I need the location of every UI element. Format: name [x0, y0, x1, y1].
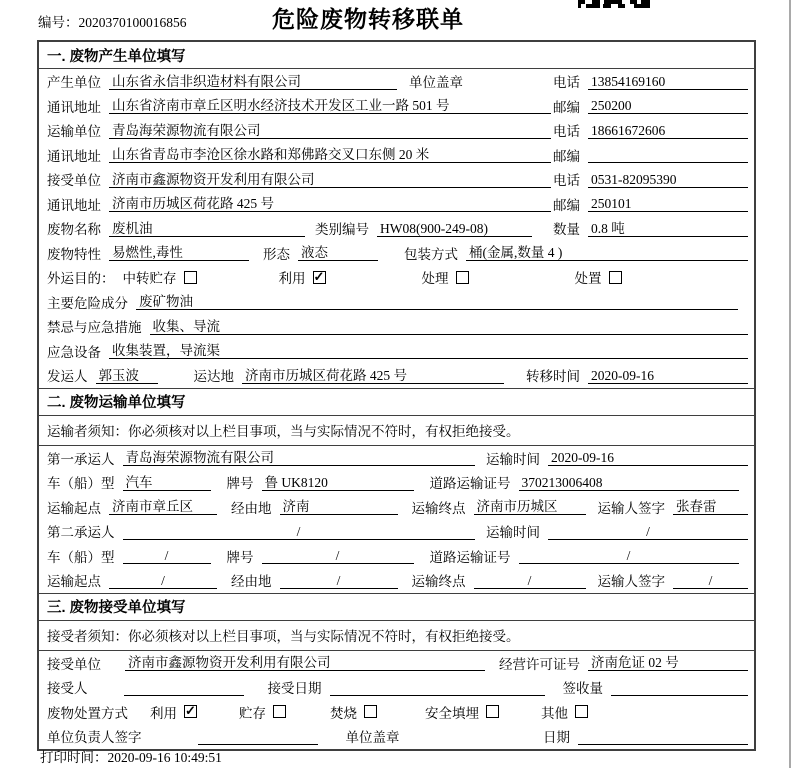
receiver-phone-label: 电话: [553, 173, 580, 189]
row-producer: [39, 69, 754, 94]
transporter-phone-value: 18661672606: [588, 122, 748, 139]
waste-character-value: 易燃性,毒性: [109, 244, 249, 261]
acceptor-value: [124, 679, 244, 696]
page-title: 危险废物转移联单: [272, 6, 464, 32]
first-carrier-label: 第一承运人: [47, 451, 115, 467]
receiver-label: 接受单位: [47, 173, 101, 189]
second-vehicle-type-label: 车（船）型: [47, 549, 115, 565]
checkbox-dispose: [609, 271, 622, 284]
waste-category-value: HW08(900-249-08): [377, 220, 532, 237]
option-disposal-landfill-label: 安全填埋: [425, 705, 479, 721]
producer-phone-label: 电话: [553, 75, 580, 91]
accept-unit-label: 接受单位: [47, 656, 101, 672]
unit-seal2-label: 单位盖章: [345, 730, 400, 746]
producer-label: 产生单位: [47, 75, 101, 91]
option-transfer-storage: [123, 267, 197, 287]
packing-label: 包装方式: [404, 246, 458, 262]
second-carrier-value: /: [123, 523, 475, 540]
row-first-route: [39, 495, 754, 520]
producer-address-value: 山东省济南市章丘区明水经济技术开发区工业一路 501 号: [109, 97, 551, 114]
producer-address-label: 通讯地址: [47, 99, 101, 115]
second-road-license-value: /: [519, 547, 739, 564]
accept-unit-value: 济南市鑫源物资开发利用有限公司: [125, 654, 485, 671]
shipper-value: 郭玉波: [96, 367, 158, 384]
row-first-vehicle: [39, 470, 754, 495]
unit-seal-label: 单位盖章: [409, 75, 463, 91]
option-dispose-label: 处置: [574, 271, 602, 287]
option-disposal-other: [541, 702, 588, 722]
option-treat: [422, 267, 469, 287]
option-utilize: [279, 267, 326, 287]
row-emergency-equipment: [39, 339, 754, 364]
receiver-address-label: 通讯地址: [47, 197, 101, 213]
row-waste-character: [39, 241, 754, 266]
row-first-carrier: [39, 446, 754, 471]
transporter-label: 运输单位: [47, 124, 101, 140]
row-responsible-sign: [39, 724, 754, 749]
waste-form-label: 形态: [263, 246, 290, 262]
receiver-phone-value: 0531-82095390: [588, 171, 748, 188]
first-plate-label: 牌号: [226, 476, 254, 492]
option-disposal-incinerate: [330, 702, 377, 722]
row-hazard-components: [39, 290, 754, 315]
option-transfer-storage-label: 中转贮存: [122, 271, 177, 287]
receiver-zip-value: 250101: [588, 195, 748, 212]
transporter-address-value: 山东省青岛市李沧区徐水路和郑佛路交叉口东侧 20 米: [109, 146, 551, 163]
option-treat-label: 处理: [421, 271, 449, 287]
option-dispose: [575, 267, 622, 287]
first-plate-value: 鲁 UK8120: [262, 474, 414, 491]
second-plate-label: 牌号: [226, 549, 254, 565]
second-route-start-label: 运输起点: [47, 574, 101, 590]
first-route-start-value: 济南市章丘区: [109, 498, 217, 515]
section3-notice: 接受者须知：你必须核对以上栏目事项，当与实际情况不符时，有权拒绝接受。: [39, 621, 754, 651]
signed-qty-label: 签收量: [562, 681, 603, 697]
waste-name-value: 废机油: [109, 220, 305, 237]
row-receiver-address: [39, 192, 754, 217]
destination-value: 济南市历城区荷花路 425 号: [242, 367, 504, 384]
transfer-time-label: 转移时间: [526, 369, 580, 385]
signed-qty-value: [611, 679, 748, 696]
transporter-zip-value: [588, 146, 748, 163]
waste-form-value: 液态: [298, 244, 378, 261]
row-second-carrier: [39, 519, 754, 544]
checkbox-treat: [456, 271, 469, 284]
first-carrier-sign-label: 运输人签字: [597, 500, 665, 516]
operating-license-value: 济南危证 02 号: [588, 654, 748, 671]
row-second-route: [39, 568, 754, 593]
row-second-vehicle: [39, 544, 754, 569]
section2-header: 二. 废物运输单位填写: [39, 388, 754, 416]
disposal-method-label: 废物处置方式: [47, 705, 128, 721]
second-carrier-sign-value: /: [673, 572, 748, 589]
row-receiver: [39, 167, 754, 192]
operating-license-label: 经营许可证号: [499, 656, 580, 672]
acceptor-label: 接受人: [47, 681, 88, 697]
checkbox-transfer-storage: [184, 271, 197, 284]
transporter-address-label: 通讯地址: [47, 148, 101, 164]
checkbox-disposal-incinerate: [364, 705, 377, 718]
second-route-via-value: /: [280, 572, 398, 589]
waste-category-label: 类别编号: [315, 222, 369, 238]
receiver-address-value: 济南市历城区荷花路 425 号: [109, 195, 551, 212]
transporter-phone-label: 电话: [553, 124, 580, 140]
option-disposal-utilize: [150, 702, 197, 722]
row-taboo-measures: [39, 314, 754, 339]
checkbox-disposal-storage: [273, 705, 286, 718]
option-disposal-storage-label: 贮存: [239, 705, 266, 721]
waste-qty-value: 0.8 吨: [588, 220, 748, 237]
option-utilize-label: 利用: [278, 271, 306, 287]
second-road-license-label: 道路运输证号: [429, 549, 511, 565]
second-vehicle-type-value: /: [123, 547, 211, 564]
packing-value: 桶(金属,数量 4 ): [466, 244, 748, 261]
first-carrier-sign-value: 张春雷: [673, 498, 748, 515]
producer-value: 山东省永信非织造材料有限公司: [109, 73, 397, 90]
row-shipper: [39, 363, 754, 388]
first-road-license-value: 370213006408: [519, 474, 739, 491]
print-time: [40, 746, 222, 766]
option-disposal-incinerate-label: 焚烧: [330, 705, 357, 721]
transporter-value: 青岛海荣源物流有限公司: [109, 122, 551, 139]
taboo-measures-label: 禁忌与应急措施: [47, 320, 142, 336]
checkbox-disposal-utilize: [184, 705, 197, 718]
document-number-label: 编号：: [38, 15, 79, 30]
print-time-label: 打印时间：: [40, 750, 108, 765]
emergency-equipment-value: 收集装置，导流渠: [109, 342, 748, 359]
waste-qty-label: 数量: [553, 222, 580, 238]
option-disposal-storage: [239, 702, 286, 722]
shipper-label: 发运人: [47, 369, 88, 385]
first-transport-time-value: 2020-09-16: [548, 449, 748, 466]
row-disposal-method: [39, 700, 754, 725]
taboo-measures-value: 收集、导流: [150, 318, 749, 335]
first-transport-time-label: 运输时间: [486, 451, 540, 467]
manifest-form: [37, 40, 756, 751]
first-vehicle-type-label: 车（船）型: [47, 476, 115, 492]
checkbox-disposal-landfill: [486, 705, 499, 718]
second-carrier-label: 第二承运人: [47, 525, 115, 541]
first-route-end-label: 运输终点: [411, 500, 466, 516]
purpose-label: 外运目的：: [47, 271, 115, 287]
first-route-via-value: 济南: [280, 498, 398, 515]
producer-phone-value: 13854169160: [588, 73, 748, 90]
option-disposal-other-label: 其他: [541, 705, 568, 721]
first-carrier-value: 青岛海荣源物流有限公司: [123, 449, 475, 466]
second-carrier-sign-label: 运输人签字: [597, 574, 665, 590]
section3-header: 三. 废物接受单位填写: [39, 593, 754, 621]
row-accept-unit: [39, 651, 754, 676]
checkbox-utilize: [313, 271, 326, 284]
emergency-equipment-label: 应急设备: [47, 344, 101, 360]
page-right-edge: [789, 0, 791, 768]
accept-date-value: [330, 679, 545, 696]
waste-name-label: 废物名称: [47, 222, 101, 238]
producer-zip-value: 250200: [588, 97, 748, 114]
transfer-time-value: 2020-09-16: [588, 367, 748, 384]
row-transporter-address: [39, 143, 754, 168]
first-route-start-label: 运输起点: [47, 500, 101, 516]
hazard-components-label: 主要危险成分: [47, 295, 128, 311]
second-transport-time-value: /: [548, 523, 748, 540]
option-disposal-utilize-label: 利用: [150, 705, 177, 721]
first-vehicle-type-value: 汽车: [123, 474, 211, 491]
second-route-start-value: /: [109, 572, 217, 589]
destination-label: 运达地: [193, 369, 234, 385]
section2-notice: 运输者须知：你必须核对以上栏目事项，当与实际情况不符时，有权拒绝接受。: [39, 416, 754, 446]
second-route-end-label: 运输终点: [411, 574, 466, 590]
print-time-value: 2020-09-16 10:49:51: [107, 750, 222, 765]
second-route-end-value: /: [474, 572, 586, 589]
responsible-sign-label: 单位负责人签字: [47, 730, 142, 746]
hazard-components-value: 废矿物油: [136, 293, 738, 310]
second-plate-value: /: [262, 547, 414, 564]
transporter-zip-label: 邮编: [553, 148, 580, 164]
first-road-license-label: 道路运输证号: [429, 476, 511, 492]
row-acceptor: [39, 675, 754, 700]
waste-character-label: 废物特性: [47, 246, 101, 262]
sign-date-label: 日期: [543, 730, 570, 746]
accept-date-label: 接受日期: [267, 681, 322, 697]
second-route-via-label: 经由地: [231, 574, 272, 590]
second-transport-time-label: 运输时间: [486, 525, 540, 541]
receiver-zip-label: 邮编: [553, 197, 580, 213]
sign-date-value: [578, 728, 748, 745]
row-transport-purpose: [39, 265, 754, 290]
checkbox-disposal-other: [575, 705, 588, 718]
producer-zip-label: 邮编: [553, 99, 580, 115]
row-waste-name: [39, 216, 754, 241]
section1-header: 一. 废物产生单位填写: [39, 42, 754, 69]
document-number-value: 2020370100016856: [78, 15, 187, 30]
row-producer-address: [39, 94, 754, 119]
first-route-end-value: 济南市历城区: [474, 498, 586, 515]
first-route-via-label: 经由地: [231, 500, 272, 516]
responsible-sign-value: [198, 728, 318, 745]
receiver-value: 济南市鑫源物资开发利用有限公司: [109, 171, 551, 188]
option-disposal-landfill: [425, 702, 499, 722]
row-transporter: [39, 118, 754, 143]
